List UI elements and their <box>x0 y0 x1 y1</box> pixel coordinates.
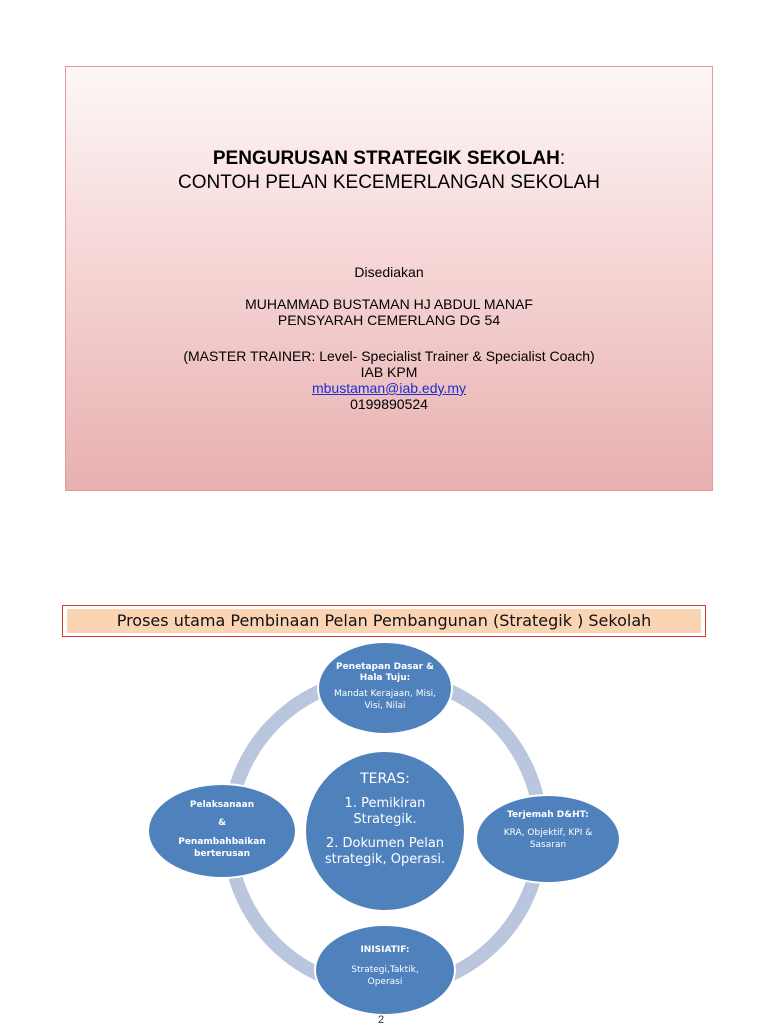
author-block <box>66 296 712 328</box>
phone-number: 0199890524 <box>350 396 428 412</box>
prepared-label: Disediakan <box>354 264 424 280</box>
node-right-body: KRA, Objektif, KPI & Sasaran <box>503 828 593 850</box>
node-left-title1: Pelaksanaan <box>189 800 255 810</box>
node-center-item1: 1. Pemikiran Strategik. <box>344 796 426 827</box>
node-left-title2: & <box>218 818 226 828</box>
author-position: PENSYARAH CEMERLANG DG 54 <box>277 312 501 328</box>
email-link[interactable]: mbustaman@iab.edy.my <box>311 380 466 396</box>
sub-title: CONTOH PELAN KECEMERLANGAN SEKOLAH <box>178 172 600 193</box>
node-center-title: TERAS: <box>360 771 410 787</box>
node-left-title3: Penambahbaikan berterusan <box>178 837 266 859</box>
process-header <box>62 605 706 637</box>
node-center-item2: 2. Dokumen Pelan strategik, Operasi. <box>324 836 446 867</box>
author-name: MUHAMMAD BUSTAMAN HJ ABDUL MANAF <box>245 296 533 312</box>
contact-block <box>66 348 712 412</box>
process-cycle-diagram <box>0 640 768 1024</box>
process-header-text: Proses utama Pembinaan Pelan Pembangunan (Strategik ) Sekolah <box>67 609 701 633</box>
organisation: IAB KPM <box>360 364 418 380</box>
page-number: 2 <box>378 1014 385 1026</box>
node-right-title: Terjemah D&HT: <box>507 810 589 820</box>
node-bottom-title: INISIATIF: <box>360 945 410 955</box>
node-top-body: Mandat Kerajaan, Misi, Visi, Nilai <box>333 689 437 711</box>
cover-title-box <box>65 66 713 491</box>
main-title: PENGURUSAN STRATEGIK SEKOLAH: <box>212 148 566 169</box>
author-role: (MASTER TRAINER: Level- Specialist Trainer & Specialist Coach) <box>183 348 595 364</box>
node-left <box>148 784 296 878</box>
node-bottom-body: Strategi,Taktik, Operasi <box>351 965 419 987</box>
node-top-title: Penetapan Dasar & Hala Tuju: <box>335 662 435 683</box>
